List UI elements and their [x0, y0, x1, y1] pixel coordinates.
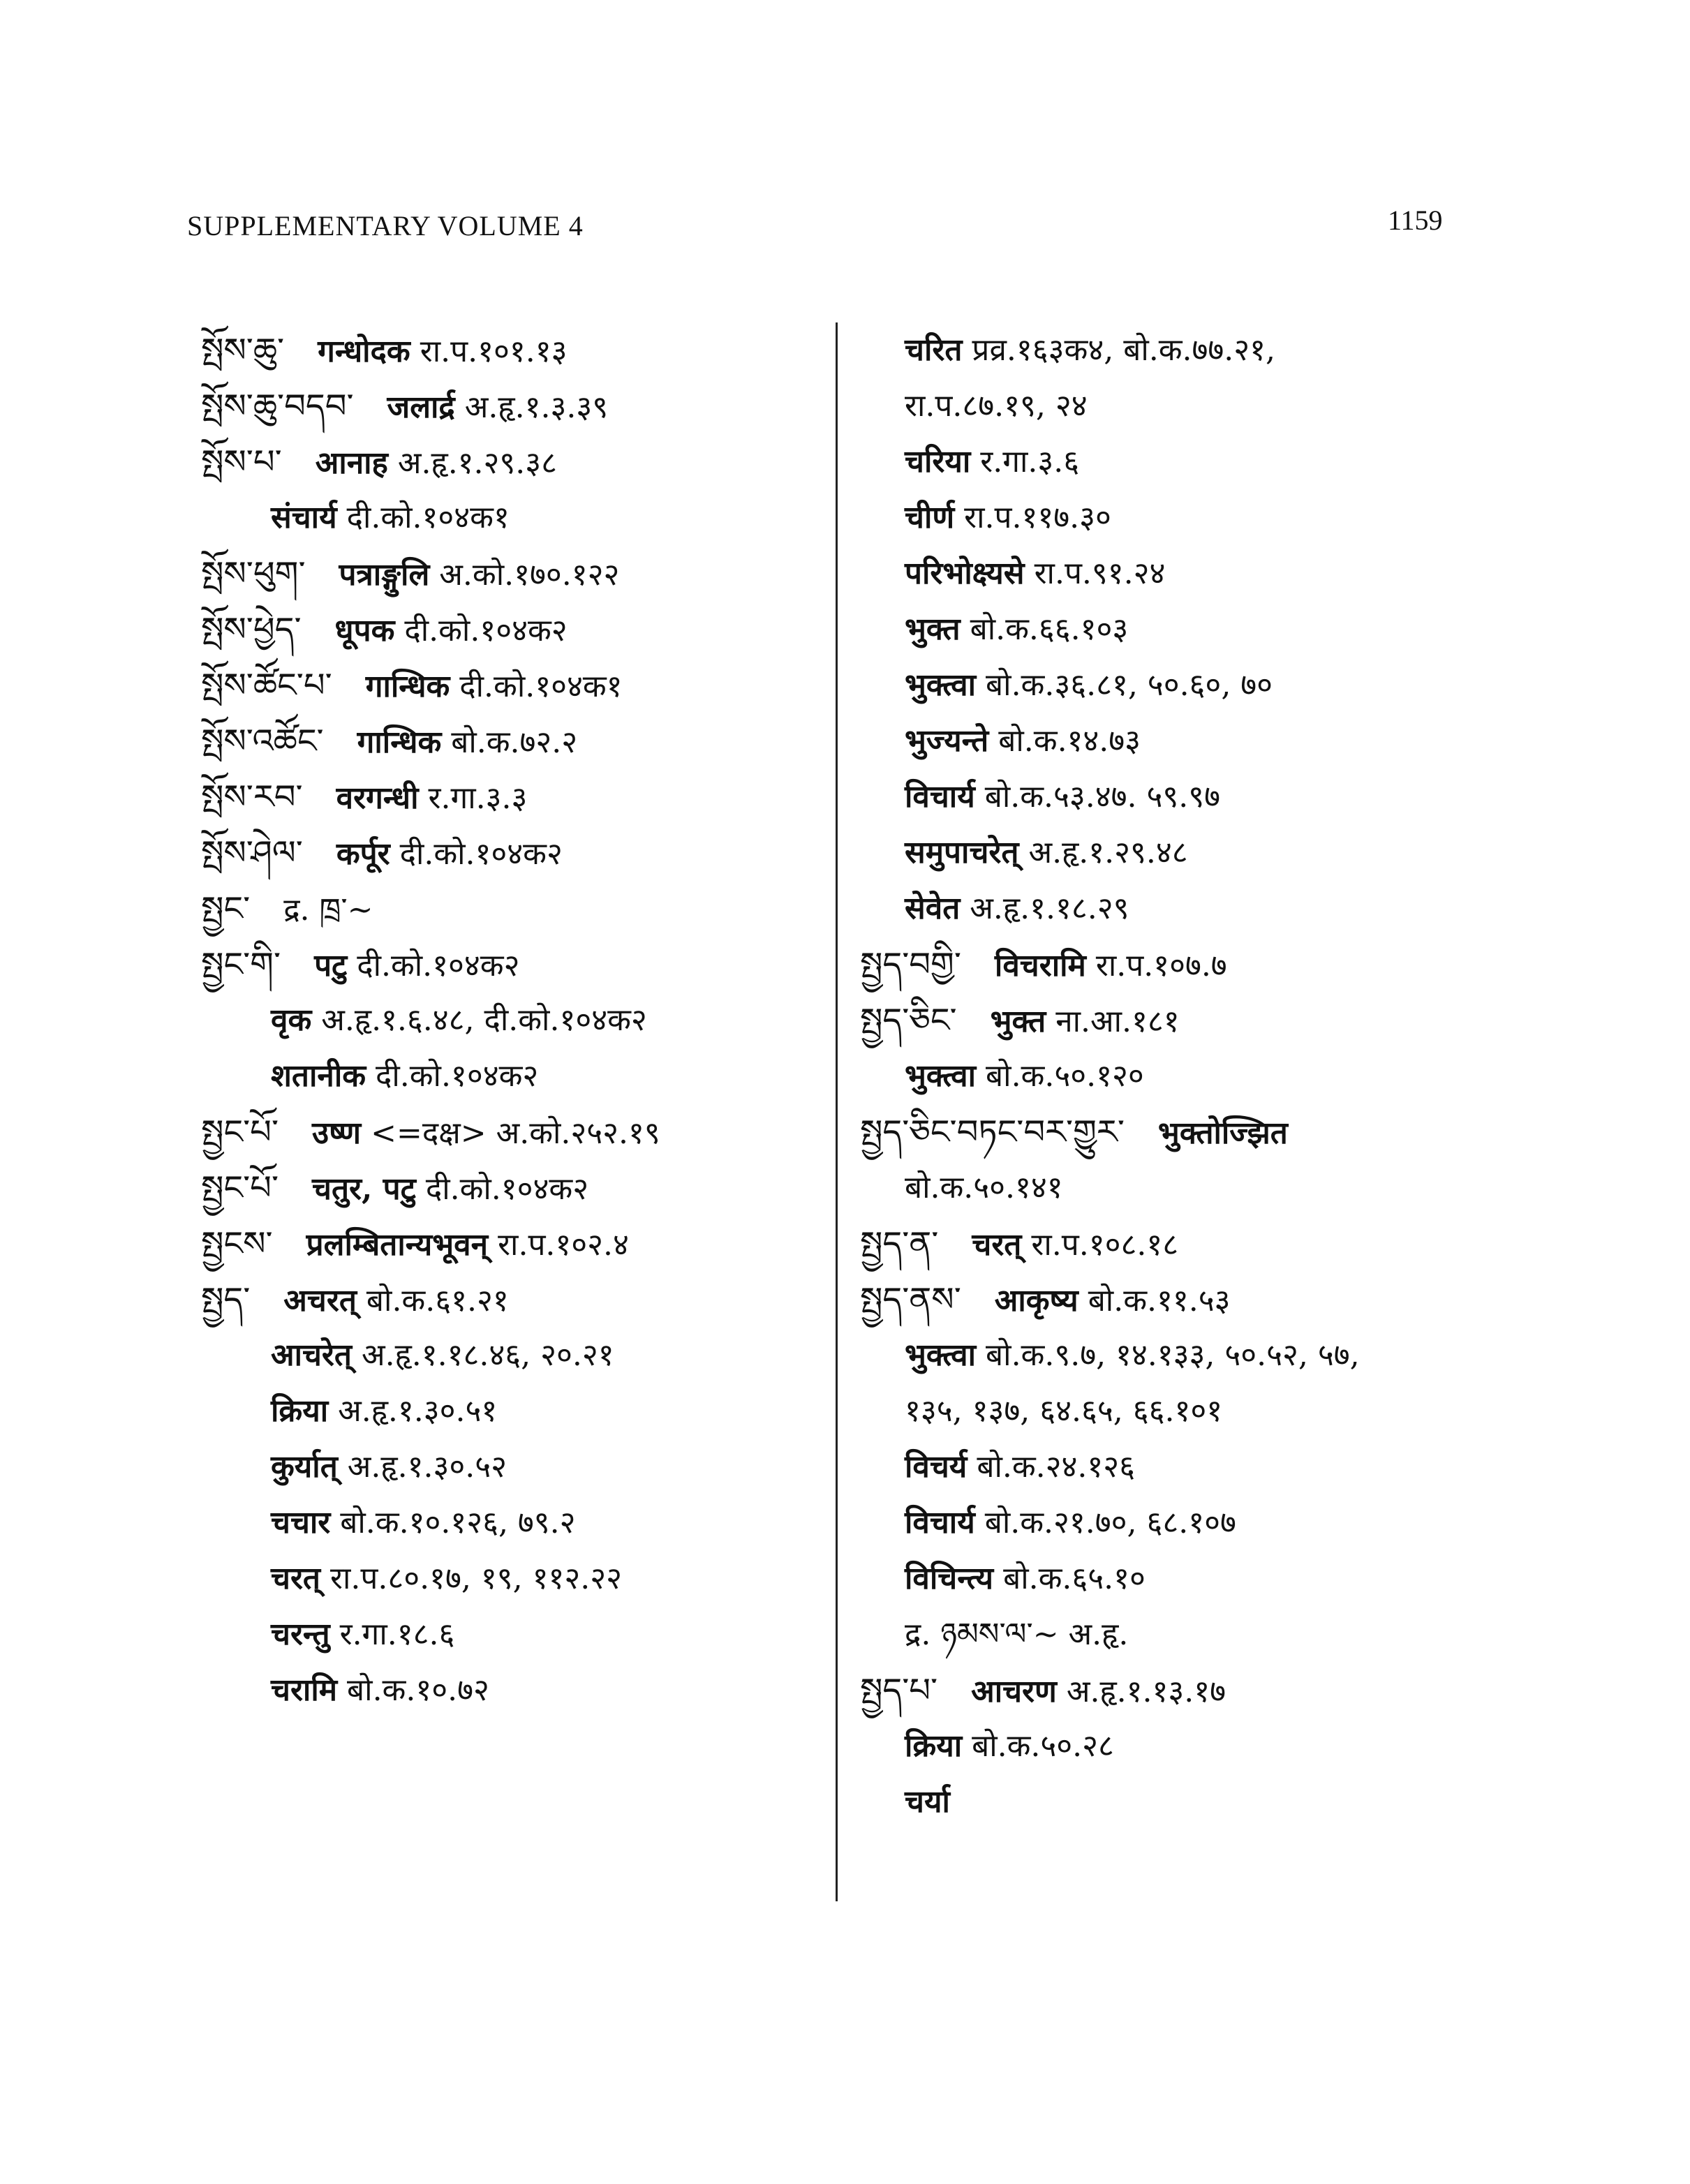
dictionary-entry-line: [201, 1495, 815, 1551]
dictionary-entry-line: [201, 1383, 815, 1439]
dictionary-entry-line: [860, 1439, 1663, 1495]
dictionary-entry-line: [860, 825, 1663, 881]
sanskrit-equivalent: वरगन्धी: [336, 780, 419, 816]
dictionary-entry-line: [860, 1272, 1663, 1328]
sanskrit-equivalent: अचरत्: [283, 1283, 357, 1318]
sanskrit-equivalent: समुपाचरेत्: [905, 835, 1019, 870]
tibetan-headword: སྤྱང་གི་: [201, 945, 281, 984]
tibetan-headword: སྤྱངས་: [201, 1224, 273, 1263]
tibetan-headword: སྤོས་ཆུ་: [201, 331, 285, 370]
sanskrit-equivalent: चरन्तु: [271, 1617, 330, 1652]
tibetan-headword: སྤོས་ཆུ་བདབ་: [201, 387, 354, 426]
source-reference: र.गा.१८.६: [339, 1617, 455, 1652]
dictionary-entry-line: [860, 658, 1663, 713]
source-reference: प्रव्र.१६३क४, बो.क.७७.२१,: [972, 332, 1275, 368]
sanskrit-equivalent: विचिन्त्य: [905, 1561, 994, 1596]
tibetan-headword: སྤོས་ཤེལ་: [201, 833, 303, 872]
dictionary-entry-line: [860, 1216, 1663, 1272]
source-reference: रा.प.१०७.७: [1095, 948, 1227, 983]
page-number: 1159: [1388, 205, 1443, 236]
sanskrit-equivalent: भुक्तोज्झित: [1157, 1115, 1288, 1151]
tibetan-headword: སྤོས་ཕྱེད་: [201, 610, 302, 649]
dictionary-entry-line: [860, 881, 1663, 937]
dictionary-entry-line: [860, 1383, 1663, 1439]
dictionary-entry-line: [860, 434, 1663, 490]
sanskrit-equivalent: जलार्द्र: [387, 389, 455, 425]
sanskrit-equivalent: आचरण: [971, 1674, 1057, 1709]
dictionary-entry-line: [201, 602, 815, 658]
sanskrit-equivalent: विचार्य: [905, 1505, 975, 1540]
dictionary-entry-line: [201, 490, 815, 546]
dictionary-entry-line: [201, 378, 815, 434]
sanskrit-equivalent: क्रिया: [271, 1393, 329, 1429]
dictionary-entry-line: [860, 993, 1663, 1048]
source-reference: बो.क.५०.१४१: [905, 1170, 1063, 1205]
sanskrit-equivalent: कर्पूर: [336, 836, 390, 872]
sanskrit-equivalent: प्रलम्बितान्यभूवन्: [306, 1227, 489, 1263]
source-reference: अ.हृ.१.१८.४६, २०.२१: [361, 1337, 614, 1373]
source-reference: अ.हृ.१.२९.४८: [1028, 835, 1188, 870]
tibetan-headword: སྤྱད་ཅིང་བཏང་བར་གྱུར་: [860, 1113, 1125, 1152]
sanskrit-equivalent: चरत्: [271, 1561, 321, 1596]
dictionary-entry-line: [201, 1272, 815, 1328]
dictionary-entry-line: [201, 546, 815, 602]
source-reference: बो.क.६१.२१: [366, 1283, 509, 1318]
dictionary-entry-line: [201, 937, 815, 993]
dictionary-entry-line: [201, 434, 815, 490]
tibetan-headword: སྤྱང་པོ་: [201, 1168, 279, 1208]
sanskrit-equivalent: विचरामि: [994, 948, 1086, 983]
dictionary-entry-line: [860, 490, 1663, 546]
dictionary-entry-line: [860, 1551, 1663, 1607]
dictionary-entry-line: [201, 1160, 815, 1216]
sanskrit-equivalent: भुक्त: [990, 1004, 1046, 1039]
dictionary-entry-line: [201, 713, 815, 769]
source-reference: दी.को.१०४क२: [376, 1058, 539, 1094]
tibetan-headword: སྤྱད་ན་: [860, 1224, 939, 1263]
source-reference: दी.को.१०४क२: [357, 948, 520, 983]
sanskrit-equivalent: कुर्यात्: [271, 1449, 338, 1485]
sanskrit-equivalent: धूपक: [334, 613, 395, 648]
source-reference: दी.को.१०४क१: [459, 669, 623, 704]
source-reference: बो.क.५०.१२०: [986, 1058, 1144, 1094]
left-column: [201, 322, 815, 1718]
dictionary-entry-line: [860, 1663, 1663, 1718]
sanskrit-equivalent: चर्या: [905, 1784, 950, 1820]
sanskrit-equivalent: भुक्त्वा: [905, 667, 977, 703]
source-reference: बो.क.६६.१०३: [970, 611, 1129, 647]
source-reference: बो.क.२४.१२६: [977, 1449, 1135, 1485]
sanskrit-equivalent: क्रिया: [905, 1728, 963, 1764]
source-reference: रा.प.१०२.४: [498, 1227, 629, 1263]
source-reference: बो.क.१०.१२६, ७९.२: [340, 1505, 576, 1540]
tibetan-headword: སྤྱད་: [201, 1280, 251, 1319]
source-reference: रा.प.११७.३०: [964, 500, 1111, 535]
tibetan-headword: སྤྱད་ནས་: [860, 1280, 961, 1319]
source-reference: ना.आ.१८१: [1055, 1004, 1180, 1039]
tibetan-headword: སྤྱང་: [201, 889, 251, 928]
dictionary-entry-line: [201, 993, 815, 1048]
source-reference: अ.हृ.१.३०.५२: [347, 1449, 507, 1485]
source-reference: अ.हृ.१.३.३९: [464, 389, 609, 425]
source-reference: र.गा.३.३: [428, 780, 528, 816]
dictionary-entry-line: [201, 1104, 815, 1160]
source-reference: रा.प.८७.१९, २४: [905, 388, 1088, 424]
sanskrit-equivalent: विचार्य: [905, 779, 975, 815]
source-reference: बो.क.६५.१०: [1003, 1561, 1146, 1596]
dictionary-entry-line: [201, 1663, 815, 1718]
sanskrit-equivalent: चचार: [271, 1505, 331, 1540]
source-reference: दी.को.१०४क२: [425, 1171, 589, 1207]
source-reference: अ.को.१७०.१२२: [439, 557, 620, 593]
dictionary-entry-line: [201, 1048, 815, 1104]
source-reference: अ.हृ.१.३०.५१: [338, 1393, 498, 1429]
sanskrit-equivalent: चीर्ण: [905, 500, 955, 535]
source-reference: अ.हृ.१.१३.१७: [1066, 1674, 1226, 1709]
source-reference: बो.क.३६.८१, ५०.६०, ७०: [986, 667, 1273, 703]
source-reference: १३५, १३७, ६४.६५, ६६.१०१: [905, 1393, 1223, 1429]
dictionary-entry-line: [201, 769, 815, 825]
sanskrit-equivalent: भुज्यन्ते: [905, 723, 989, 759]
tibetan-headword: སྤོས་པ་: [201, 443, 282, 482]
sanskrit-equivalent: विचर्य: [905, 1449, 968, 1485]
dictionary-entry-line: [860, 937, 1663, 993]
source-reference: द्र. ཉམས་ལ་~ अ.हृ.: [905, 1617, 1129, 1652]
dictionary-entry-line: [860, 769, 1663, 825]
tibetan-headword: སྤྱད་ཅིང་: [860, 1001, 957, 1040]
sanskrit-equivalent: भुक्त्वा: [905, 1337, 977, 1373]
dictionary-entry-line: [201, 1216, 815, 1272]
column-divider: [836, 322, 838, 1901]
source-reference: बो.क.५०.२८: [972, 1728, 1114, 1764]
source-reference: बो.क.१०.७२: [347, 1672, 489, 1708]
dictionary-entry-line: [201, 1551, 815, 1607]
dictionary-entry-line: [860, 546, 1663, 602]
dictionary-entry-line: [860, 1495, 1663, 1551]
dictionary-entry-line: [860, 602, 1663, 658]
sanskrit-equivalent: वृक: [271, 1002, 312, 1038]
tibetan-headword: སྤྱད་པ་: [860, 1671, 938, 1710]
sanskrit-equivalent: चरत्: [972, 1227, 1022, 1263]
source-reference: अ.हृ.१.१८.२९: [970, 891, 1129, 926]
sanskrit-equivalent: चरामि: [271, 1672, 338, 1708]
source-reference: बो.क.५३.४७. ५९.९७: [984, 779, 1220, 815]
source-reference: र.गा.३.६: [980, 444, 1080, 480]
dictionary-entry-line: [860, 1048, 1663, 1104]
sanskrit-equivalent: गन्धोदक: [318, 334, 410, 369]
sanskrit-equivalent: आनाह: [315, 445, 388, 481]
source-reference: दी.को.१०४क२: [404, 613, 568, 648]
sanskrit-equivalent: चरिया: [905, 444, 971, 480]
sanskrit-equivalent: चरित: [905, 332, 963, 368]
tibetan-headword: སྤྱད་བགྱི་: [860, 945, 961, 984]
dictionary-entry-line: [201, 1439, 815, 1495]
sanskrit-equivalent: भुक्त: [905, 611, 961, 647]
tibetan-headword: སྤྱང་པོ་: [201, 1113, 279, 1152]
sanskrit-equivalent: आकृष्य: [994, 1283, 1079, 1318]
sanskrit-equivalent: चतुर, पटु: [312, 1171, 416, 1207]
dictionary-entry-line: [860, 1607, 1663, 1663]
tibetan-headword: སྤོས་རབ་: [201, 778, 303, 817]
source-reference: बो.क.७२.२: [451, 725, 578, 760]
source-reference: रा.प.१०१.१३: [420, 334, 568, 369]
dictionary-entry-line: [201, 825, 815, 881]
sanskrit-equivalent: परिभोक्ष्यसे: [905, 556, 1025, 591]
source-reference: रा.प.१०८.१८: [1031, 1227, 1179, 1263]
sanskrit-equivalent: पत्राङ्गुलि: [339, 557, 430, 593]
source-reference: <=दक्ष> अ.को.२५२.१९: [371, 1115, 660, 1151]
sanskrit-equivalent: आचरेत्: [271, 1337, 352, 1373]
sanskrit-equivalent: पटु: [314, 948, 348, 983]
tibetan-headword: སྤོས་ཚོང་པ་: [201, 666, 332, 705]
source-reference: रा.प.८०.१७, १९, ११२.२२: [330, 1561, 622, 1596]
dictionary-entry-line: [860, 1774, 1663, 1830]
sanskrit-equivalent: भुक्त्वा: [905, 1058, 977, 1094]
dictionary-entry-line: [201, 658, 815, 713]
dictionary-entry-line: [860, 1104, 1663, 1160]
dictionary-entry-line: [860, 1160, 1663, 1216]
dictionary-entry-line: [201, 1328, 815, 1383]
tibetan-headword: སྤོས་འཚོང་: [201, 722, 324, 761]
source-reference: बो.क.९.७, १४.१३३, ५०.५२, ५७,: [986, 1337, 1360, 1373]
dictionary-entry-line: [860, 1718, 1663, 1774]
dictionary-entry-line: [860, 378, 1663, 434]
tibetan-headword: སྤོས་ཕུག་: [201, 554, 306, 593]
dictionary-entry-line: [201, 1607, 815, 1663]
source-reference: बो.क.१४.७३: [998, 723, 1141, 759]
source-reference: द्र. ཁྲ་~: [283, 892, 373, 928]
sanskrit-equivalent: गान्धिक: [357, 725, 442, 760]
right-column: [860, 322, 1663, 1830]
sanskrit-equivalent: उष्ण: [312, 1115, 362, 1151]
source-reference: बो.क.११.५३: [1088, 1283, 1231, 1318]
sanskrit-equivalent: सेवेत: [905, 891, 961, 926]
sanskrit-equivalent: गान्धिक: [365, 669, 450, 704]
dictionary-entry-line: [860, 1328, 1663, 1383]
dictionary-entry-line: [201, 322, 815, 378]
dictionary-entry-line: [201, 881, 815, 937]
source-reference: रा.प.९१.२४: [1034, 556, 1166, 591]
sanskrit-equivalent: शतानीक: [271, 1058, 366, 1094]
source-reference: दी.को.१०४क१: [346, 500, 510, 535]
source-reference: दी.को.१०४क२: [399, 836, 563, 872]
dictionary-entry-line: [860, 713, 1663, 769]
running-title: SUPPLEMENTARY VOLUME 4: [187, 210, 584, 242]
source-reference: बो.क.२१.७०, ६८.१०७: [984, 1505, 1236, 1540]
source-reference: अ.हृ.१.६.४८, दी.को.१०४क२: [321, 1002, 647, 1038]
dictionary-entry-line: [860, 322, 1663, 378]
source-reference: अ.हृ.१.२९.३८: [397, 445, 558, 481]
sanskrit-equivalent: संचार्य: [271, 500, 337, 535]
